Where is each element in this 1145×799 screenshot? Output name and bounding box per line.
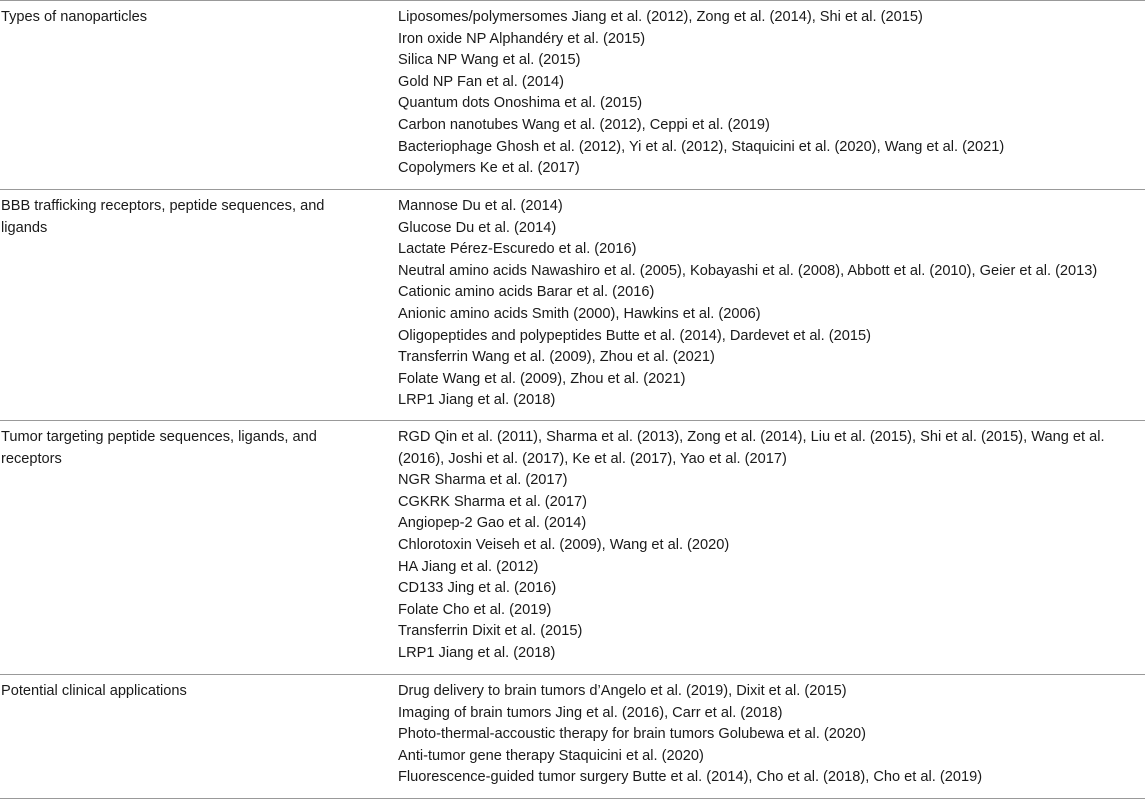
list-item: LRP1 Jiang et al. (2018): [398, 644, 556, 661]
list-item: Chlorotoxin Veiseh et al. (2009), Wang et al. (2020): [398, 536, 730, 553]
list-item: LRP1 Jiang et al. (2018): [398, 392, 556, 409]
list-item: Cationic amino acids Barar et al. (2016): [398, 284, 655, 301]
list-item: Folate Cho et al. (2019): [398, 601, 552, 618]
list-item: Imaging of brain tumors Jing et al. (2016), Carr et al. (2018): [398, 704, 783, 721]
row-items: [352, 196, 1145, 414]
list-item: Bacteriophage Ghosh et al. (2012), Yi et al. (2012), Staquicini et al. (2020), Wang et al. (2021): [398, 138, 1005, 155]
table-row: [0, 1, 1145, 190]
list-item: CD133 Jing et al. (2016): [398, 580, 557, 597]
table-row: [0, 190, 1145, 421]
list-item: HA Jiang et al. (2012): [398, 558, 539, 575]
list-item: RGD Qin et al. (2011), Sharma et al. (2013), Zong et al. (2014), Liu et al. (2015), Shi et al. (2015), Wang et al. (2016), Joshi et al. (2017), Ke et al. (2017), Yao et al. (2017): [398, 429, 1105, 467]
list-item: Silica NP Wang et al. (2015): [398, 52, 581, 69]
row-items: [352, 7, 1145, 183]
list-item: Gold NP Fan et al. (2014): [398, 73, 565, 90]
row-items: [352, 681, 1145, 792]
list-item: Anionic amino acids Smith (2000), Hawkins et al. (2006): [398, 305, 761, 322]
row-category: Tumor targeting peptide sequences, ligands, and receptors: [1, 429, 317, 467]
list-item: Glucose Du et al. (2014): [398, 219, 557, 236]
list-item: Liposomes/polymersomes Jiang et al. (2012), Zong et al. (2014), Shi et al. (2015): [398, 9, 923, 25]
list-item: Carbon nanotubes Wang et al. (2012), Ceppi et al. (2019): [398, 116, 770, 133]
list-item: Iron oxide NP Alphandéry et al. (2015): [398, 30, 646, 47]
row-category: BBB trafficking receptors, peptide sequences, and ligands: [1, 198, 325, 236]
row-items: [352, 427, 1145, 668]
row-category: Potential clinical applications: [1, 683, 187, 699]
list-item: Photo-thermal-accoustic therapy for brain tumors Golubewa et al. (2020): [398, 726, 867, 743]
list-item: Oligopeptides and polypeptides Butte et al. (2014), Dardevet et al. (2015): [398, 327, 871, 344]
list-item: Folate Wang et al. (2009), Zhou et al. (2021): [398, 370, 686, 387]
list-item: Drug delivery to brain tumors d’Angelo et al. (2019), Dixit et al. (2015): [398, 683, 847, 699]
list-item: Transferrin Dixit et al. (2015): [398, 623, 583, 640]
list-item: Copolymers Ke et al. (2017): [398, 160, 580, 177]
list-item: NGR Sharma et al. (2017): [398, 472, 568, 489]
list-item: Angiopep-2 Gao et al. (2014): [398, 515, 587, 532]
list-item: Quantum dots Onoshima et al. (2015): [398, 95, 643, 112]
list-item: Neutral amino acids Nawashiro et al. (2005), Kobayashi et al. (2008), Abbott et al. (2010), Geier et al. (2013): [398, 262, 1098, 279]
list-item: Mannose Du et al. (2014): [398, 198, 563, 214]
table-row: [0, 421, 1145, 675]
list-item: CGKRK Sharma et al. (2017): [398, 493, 587, 510]
list-item: Anti-tumor gene therapy Staquicini et al. (2020): [398, 747, 704, 764]
list-item: Fluorescence-guided tumor surgery Butte et al. (2014), Cho et al. (2018), Cho et al. (2019): [398, 769, 983, 786]
list-item: Lactate Pérez-Escuredo et al. (2016): [398, 241, 637, 258]
row-category: Types of nanoparticles: [1, 9, 148, 25]
list-item: Transferrin Wang et al. (2009), Zhou et al. (2021): [398, 349, 715, 366]
table-row: [0, 675, 1145, 799]
